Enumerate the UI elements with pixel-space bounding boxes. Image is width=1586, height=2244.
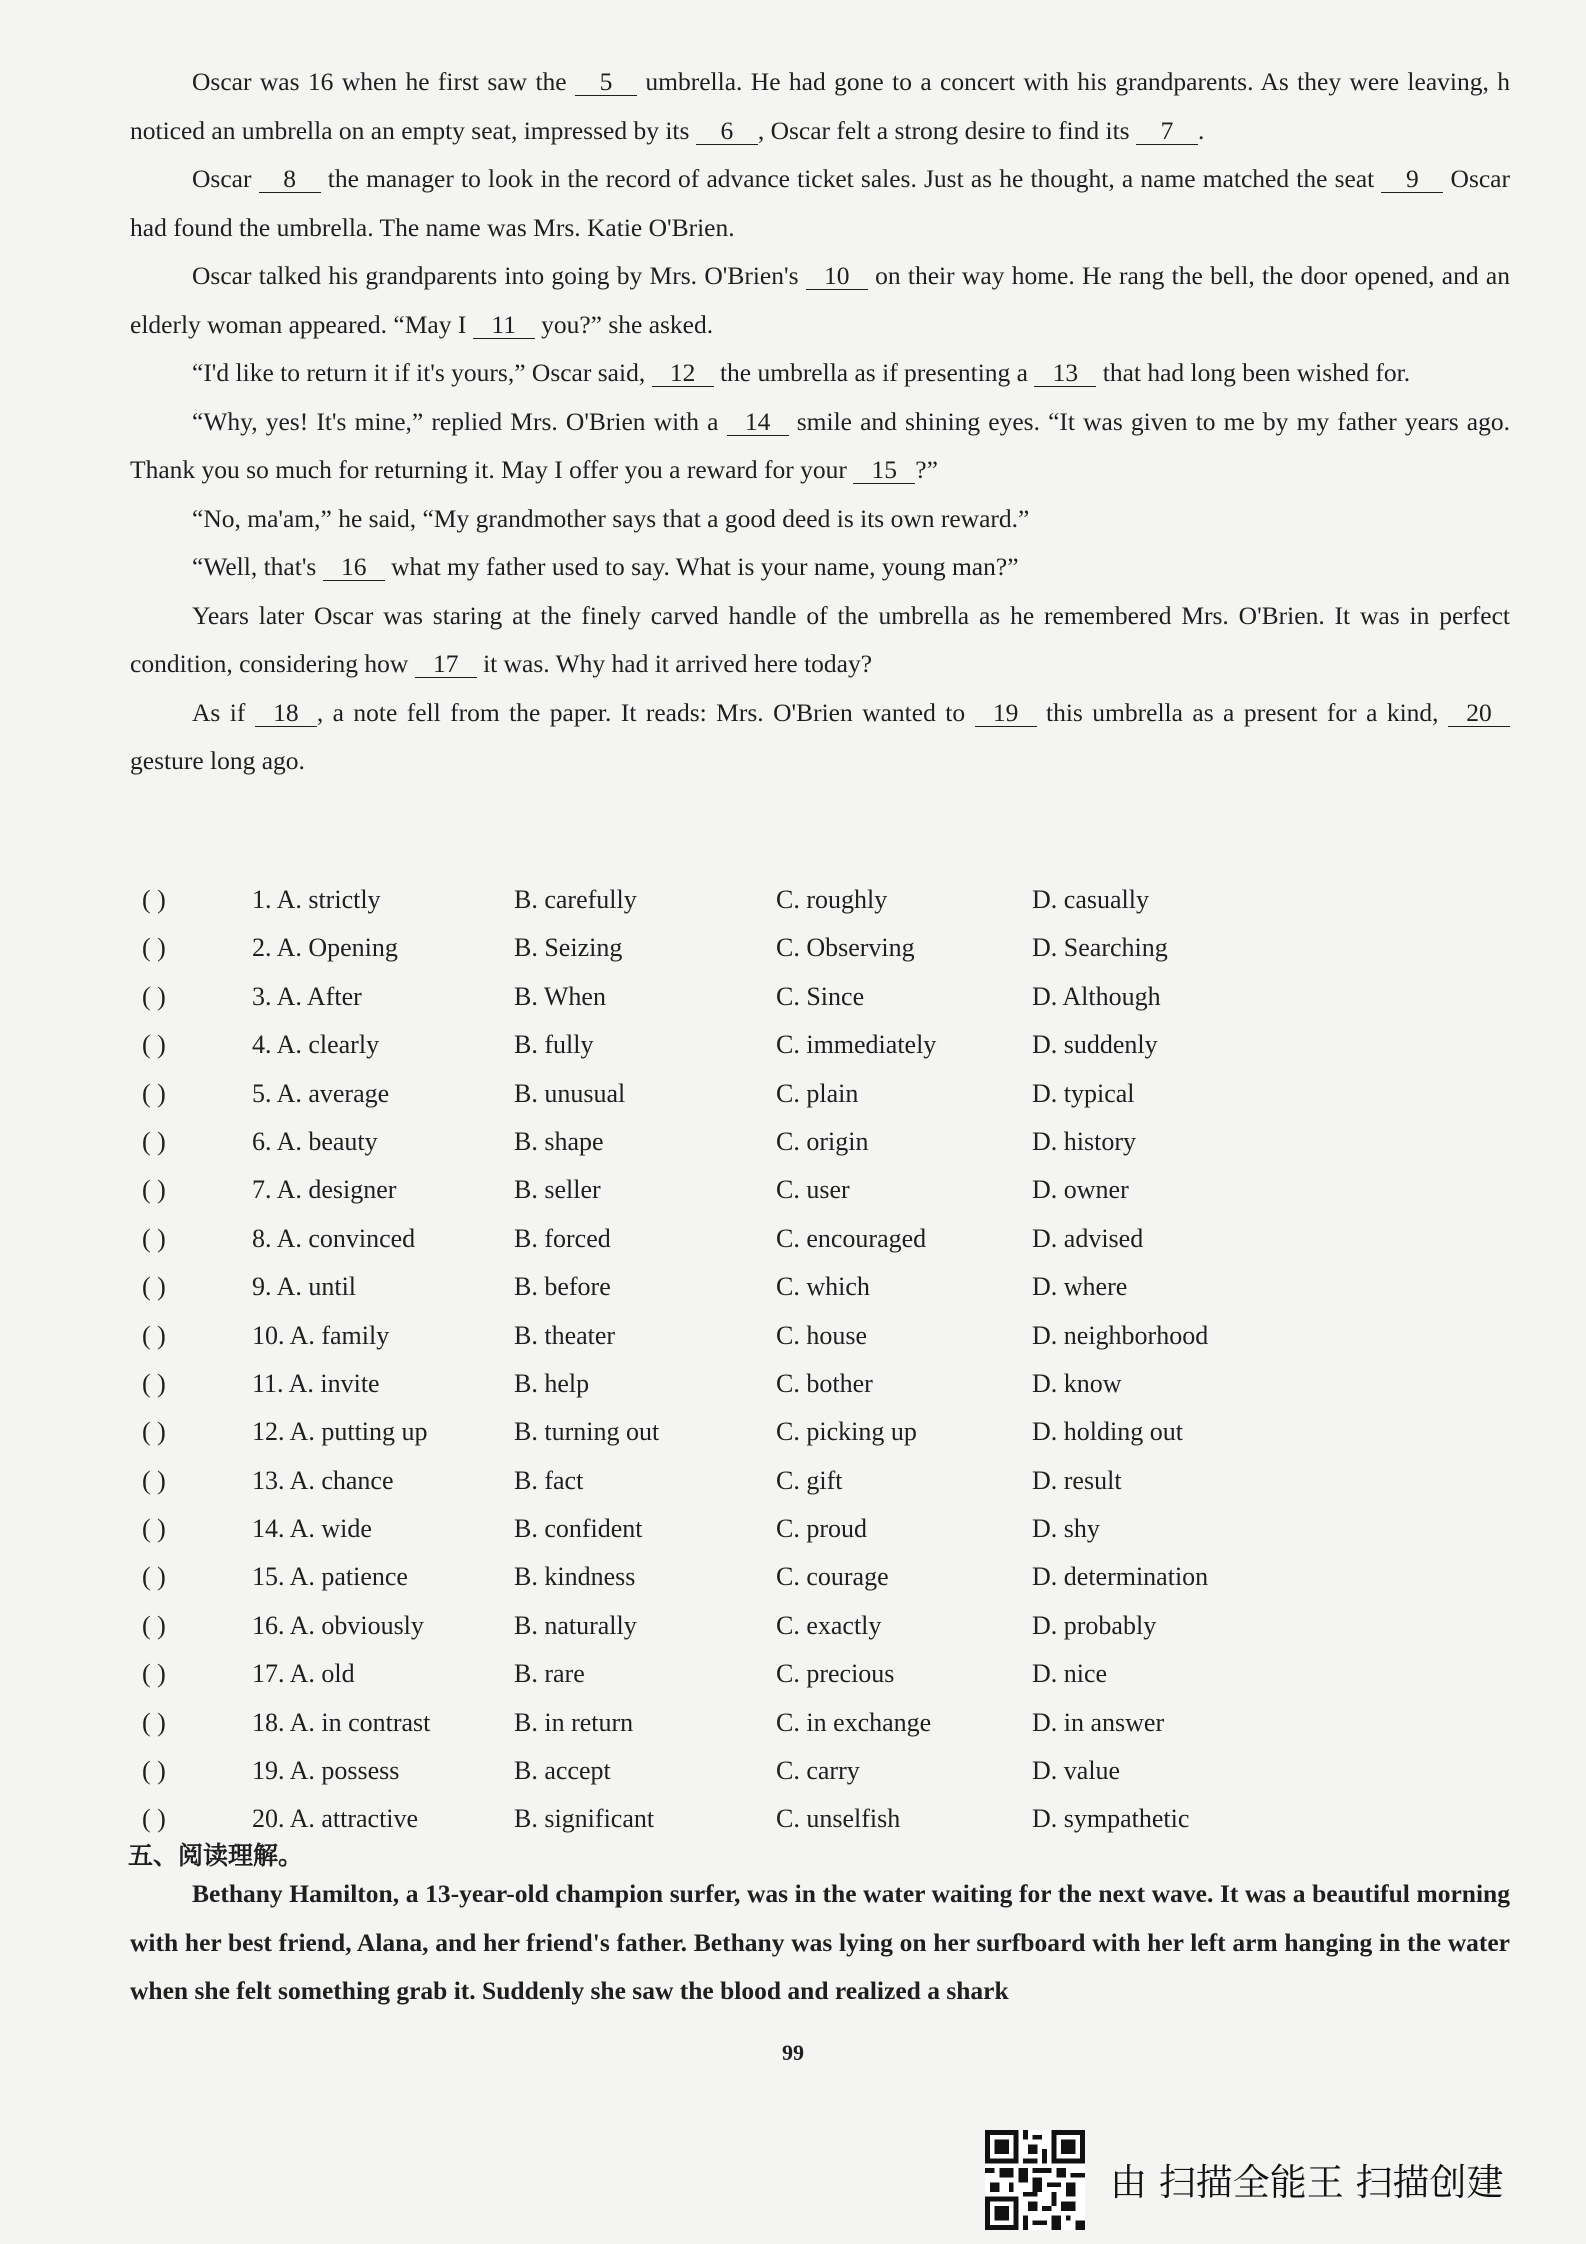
option-c: C. picking up [776,1417,917,1447]
passage-text: Oscar was 16 when he first saw the [192,67,575,96]
option-d: D. where [1032,1272,1128,1302]
passage-text: “Well, that's [192,552,323,581]
option-d: D. probably [1032,1610,1157,1640]
passage-text: the manager to look in the record of advance ticket sales. Just as he thought, a name matched the seat [320,164,1382,193]
option-d: D. casually [1032,885,1149,914]
option-b: B. accept [514,1756,611,1786]
passage-text: As if [192,697,255,727]
answer-bracket: ( ) [142,1368,166,1398]
passage-text: “I'd like to return it if it's yours,” Oscar said, [192,358,652,387]
blank-number: 10 [806,262,868,290]
option-a: 2. A. Opening [252,933,398,963]
answer-bracket: ( ) [142,1272,166,1302]
option-b: B. Seizing [514,933,623,963]
passage-text: this umbrella as a present for a kind, [1036,697,1449,727]
option-a: 10. A. family [252,1320,390,1350]
option-a: 15. A. patience [252,1562,408,1592]
option-c: C. courage [776,1562,889,1592]
option-d: D. sympathetic [1032,1804,1190,1834]
passage-paragraph [130,398,1510,495]
option-c: C. which [776,1272,870,1302]
option-a: 18. A. in contrast [252,1707,431,1737]
passage-bottom-text: Bethany Hamilton, a 13-year-old champion surfer, was in the water waiting for the next wave. It was a beautiful morning with her best friend, Alana, and her friend's father. Bethany was lying on her surfboard with her left arm hanging in the water when she felt something grab it. Suddenly she saw the blood and realized a shark [130,1879,1510,2005]
option-a: 13. A. chance [252,1465,394,1495]
option-d: D. holding out [1032,1417,1183,1447]
passage-text: “No, ma'am,” he said, “My grandmother says that a good deed is its own reward.” [192,503,1030,533]
option-row [142,1602,1292,1650]
option-c: C. unselfish [776,1804,901,1834]
option-a: 12. A. putting up [252,1417,428,1447]
option-c: C. carry [776,1756,860,1786]
passage-bottom [130,1870,1510,2016]
option-d: D. history [1032,1126,1136,1156]
passage-text: “Why, yes! It's mine,” replied Mrs. O'Brien with a [192,406,727,436]
passage-text: , Oscar felt a strong desire to find its [757,115,1136,145]
option-a: 1. A. strictly [252,885,381,914]
option-row [142,1747,1292,1795]
passage-text: that had long been wished for. [1096,358,1411,387]
option-c: C. encouraged [776,1223,927,1253]
option-row [142,1118,1292,1166]
option-b: B. confident [514,1514,643,1544]
option-row [142,1166,1292,1214]
answer-bracket: ( ) [142,1756,166,1786]
passage-text: smile and shining eyes. “It was given to me by my father years ago. Thank you so much for returning it. May I offer you a reward for your [130,406,1510,484]
option-d: D. in answer [1032,1707,1165,1737]
answer-bracket: ( ) [142,885,166,914]
option-c: C. plain [776,1078,859,1108]
option-d: D. advised [1032,1223,1144,1253]
option-row [142,1699,1292,1747]
answer-bracket: ( ) [142,1804,166,1834]
passage-paragraph [130,592,1510,689]
option-d: D. know [1032,1368,1122,1398]
option-c: C. house [776,1320,867,1350]
answer-bracket: ( ) [142,1562,166,1592]
option-row [142,1505,1292,1553]
option-b: B. carefully [514,885,637,914]
answer-bracket: ( ) [142,1417,166,1447]
option-d: D. typical [1032,1078,1135,1108]
option-d: D. suddenly [1032,1030,1158,1060]
blank-number: 18 [255,699,317,727]
option-a: 7. A. designer [252,1175,397,1205]
section-heading: 五、阅读理解。 [128,1841,304,1870]
option-d: D. owner [1032,1175,1129,1205]
passage-paragraph [130,155,1510,252]
answer-options-table [142,876,1292,1844]
option-row [142,1553,1292,1601]
option-c: C. gift [776,1465,843,1495]
answer-bracket: ( ) [142,1126,166,1156]
answer-bracket: ( ) [142,1175,166,1205]
passage-text: . [1197,115,1205,145]
option-a: 20. A. attractive [252,1804,419,1834]
blank-number: 17 [415,650,477,678]
blank-number: 12 [652,359,714,387]
option-d: D. Although [1032,981,1161,1011]
answer-bracket: ( ) [142,1223,166,1253]
option-d: D. nice [1032,1659,1108,1689]
option-d: D. shy [1032,1514,1100,1544]
option-a: 8. A. convinced [252,1223,416,1253]
option-row [142,876,1292,924]
blank-number: 8 [259,165,321,193]
blank-number: 16 [323,553,385,581]
answer-bracket: ( ) [142,1465,166,1495]
option-c: C. in exchange [776,1707,932,1737]
blank-number: 19 [975,699,1037,727]
passage-text: it was. Why had it arrived here today? [476,649,873,678]
passage-text: Oscar [192,164,259,193]
option-row [142,1795,1292,1843]
option-a: 19. A. possess [252,1756,400,1786]
option-c: C. immediately [776,1030,937,1060]
passage-text: on their way home. He rang the bell, the door opened, and an elderly woman appeared. “May I [130,261,1510,339]
option-c: C. exactly [776,1610,882,1640]
option-c: C. origin [776,1126,869,1156]
passage-paragraph [130,349,1510,398]
option-row [142,1215,1292,1263]
option-b: B. theater [514,1320,616,1350]
passage-text: what my father used to say. What is your name, young man?” [384,552,1019,581]
option-c: C. roughly [776,885,888,914]
blank-number: 13 [1034,359,1096,387]
option-b: B. kindness [514,1562,636,1592]
option-row [142,1070,1292,1118]
option-row [142,1457,1292,1505]
blank-number: 7 [1136,117,1198,145]
option-b: B. shape [514,1126,604,1156]
option-row [142,1650,1292,1698]
answer-bracket: ( ) [142,1707,166,1737]
option-row [142,924,1292,972]
option-a: 3. A. After [252,981,362,1011]
option-c: C. precious [776,1659,895,1689]
passage-top [130,58,1510,786]
option-b: B. fact [514,1465,584,1495]
passage-paragraph [130,689,1510,786]
answer-bracket: ( ) [142,1030,166,1060]
option-a: 11. A. invite [252,1368,380,1398]
option-b: B. significant [514,1804,655,1834]
option-row [142,1312,1292,1360]
option-a: 5. A. average [252,1078,390,1108]
option-a: 9. A. until [252,1272,357,1302]
option-a: 16. A. obviously [252,1610,424,1640]
option-row [142,973,1292,1021]
option-c: C. user [776,1175,850,1205]
option-row [142,1263,1292,1311]
blank-number: 20 [1448,699,1510,727]
passage-paragraph [130,543,1510,592]
passage-text: gesture long ago. [130,746,305,775]
qr-code-icon [985,2130,1085,2230]
answer-bracket: ( ) [142,933,166,963]
option-b: B. turning out [514,1417,660,1447]
passage-text: Oscar talked his grandparents into going by Mrs. O'Brien's [192,261,806,290]
option-d: D. result [1032,1465,1122,1495]
option-d: D. determination [1032,1562,1209,1592]
passage-text: Years later Oscar was staring at the finely carved handle of the umbrella as he remembered Mrs. O'Brien. It was in perfect condition, considering how [130,600,1510,678]
blank-number: 9 [1381,165,1443,193]
option-c: C. proud [776,1514,867,1544]
answer-bracket: ( ) [142,1078,166,1108]
option-row [142,1408,1292,1456]
passage-text: , a note fell from the paper. It reads: Mrs. O'Brien wanted to [316,697,975,727]
passage-text: you?” she asked. [534,309,714,339]
option-b: B. fully [514,1030,594,1060]
option-b: B. in return [514,1707,634,1737]
passage-text: Oscar had found the umbrella. The name was Mrs. Katie O'Brien. [130,164,1510,242]
passage-text: umbrella. He had gone to a concert with his grandparents. As they were leaving, h noticed an umbrella on an empty seat, impressed by its [130,67,1510,145]
answer-bracket: ( ) [142,1514,166,1544]
option-a: 17. A. old [252,1659,355,1689]
option-a: 14. A. wide [252,1514,372,1544]
option-b: B. When [514,981,606,1011]
passage-paragraph [130,58,1510,155]
option-d: D. Searching [1032,933,1168,963]
option-b: B. unusual [514,1078,626,1108]
page-number: 99 [782,2040,804,2065]
option-row [142,1021,1292,1069]
passage-paragraph [130,252,1510,349]
option-b: B. rare [514,1659,585,1689]
passage-paragraph [130,495,1510,544]
option-b: B. help [514,1368,590,1398]
answer-bracket: ( ) [142,1659,166,1689]
blank-number: 14 [727,408,789,436]
option-c: C. Observing [776,933,915,963]
passage-text: ?” [915,455,938,484]
blank-number: 11 [473,311,535,339]
option-b: B. seller [514,1175,601,1205]
blank-number: 6 [696,117,758,145]
passage-text: the umbrella as if presenting a [713,358,1035,387]
option-a: 4. A. clearly [252,1030,380,1060]
option-row [142,1360,1292,1408]
answer-bracket: ( ) [142,1610,166,1640]
answer-bracket: ( ) [142,1320,166,1350]
answer-bracket: ( ) [142,981,166,1011]
option-b: B. naturally [514,1610,637,1640]
option-d: D. neighborhood [1032,1320,1209,1350]
option-a: 6. A. beauty [252,1126,378,1156]
option-c: C. bother [776,1368,873,1398]
blank-number: 15 [853,456,915,484]
blank-number: 5 [575,68,637,96]
option-c: C. Since [776,981,865,1011]
option-d: D. value [1032,1756,1121,1786]
watermark-text: 由 扫描全能王 扫描创建 [1110,2161,1504,2204]
option-b: B. forced [514,1223,611,1253]
option-b: B. before [514,1272,611,1302]
